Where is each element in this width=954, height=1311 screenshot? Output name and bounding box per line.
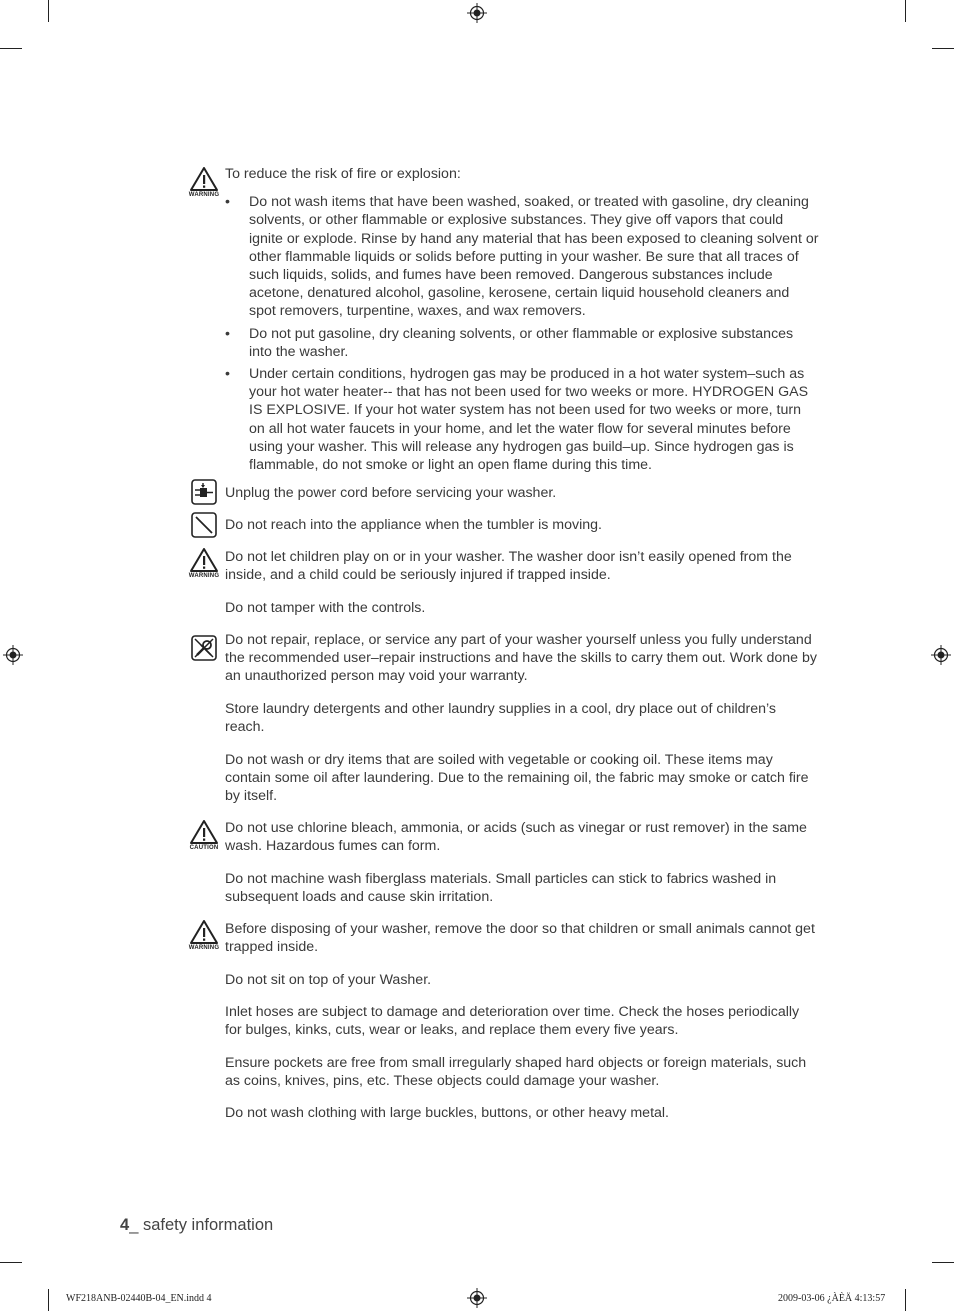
registration-mark-icon [931,645,951,665]
no-reach-text: Do not reach into the appliance when the tumbler is moving. [225,517,602,533]
crop-mark [932,48,954,49]
list-item: • Do not put gasoline, dry cleaning solvents, or other flammable or explosive substances into the washer. [225,325,794,360]
warning-icon [189,919,219,955]
repair-text: Do not repair, replace, or service any part of your washer yourself unless you fully understand the recommended user–repair instructions and have the skills to carry them out. Work done by an unauthorized person may void your warranty. [225,632,817,685]
registration-mark-icon [467,3,487,23]
print-slug-timestamp: 2009-03-06 ¿ÀÈÄ 4:13:57 [778,1293,886,1304]
unplug-icon [191,479,217,505]
bullet: • [225,366,230,383]
crop-mark [0,1262,22,1263]
registration-mark-icon [467,1288,487,1308]
fiberglass-text: Do not machine wash fiberglass materials. Small particles can stick to fabrics washed in subsequent loads and cause skin irritation. [225,871,777,906]
fire-warning-list [225,193,819,474]
bullet: • [225,325,230,342]
crop-mark [0,48,22,49]
buckles-text: Do not wash clothing with large buckles, buttons, or other heavy metal. [225,1105,669,1121]
caution-icon [189,819,219,855]
warning-label: WARNING [188,192,220,198]
warning-icon [189,547,219,583]
warning-icon [189,166,219,202]
crop-mark [905,1289,906,1311]
crop-mark [48,0,49,22]
oil-text: Do not wash or dry items that are soiled with vegetable or cooking oil. These items may contain some oil after laundering. Due to the remaining oil, the fabric may smoke or catch fire by itself. [225,752,809,805]
unplug-text: Unplug the power cord before servicing your washer. [225,485,557,501]
warning-label: WARNING [188,573,220,579]
no-disassembly-icon [191,635,217,661]
tamper-text: Do not tamper with the controls. [225,600,426,616]
list-item: • Do not wash items that have been washed, soaked, or treated with gasoline, dry cleaning solvents, or other flammable or explosive substances. They give off vapors that could ignite or explode. Rinse by hand any material that has been exposed to cleaning solvent or other flammable liquids or solids before putting in your washer. Be sure that all traces of such liquids, solids, and fumes have been removed. Dangerous substances include acetone, denatured alcohol, gasoline, kerosene, certain liquid household cleaners and spot removers, turpentine, waxes, and wax removers. [225,194,819,320]
caution-label: CAUTION [189,845,219,851]
bleach-text: Do not use chlorine bleach, ammonia, or acids (such as vinegar or rust remover) in the same wash. Hazardous fumes can form. [225,820,807,855]
hoses-text: Inlet hoses are subject to damage and deterioration over time. Check the hoses periodically for bulges, kinks, cuts, wear or leaks, and replace them every five years. [225,1004,800,1039]
sit-text: Do not sit on top of your Washer. [225,972,432,988]
list-item: • Under certain conditions, hydrogen gas may be produced in a hot water system–such as your hot water heater-- that has not been used for two weeks or more. HYDROGEN GAS IS EXPLOSIVE. If your hot water system has not been used for two weeks or more, turn on all hot water faucets in your home, and let the water flow for several minutes before using your washer. This will release any hydrogen gas build–up. Since hydrogen gas is flammable, do not smoke or light an open flame during this time. [225,366,809,474]
bullet: • [225,194,230,211]
crop-mark [932,1262,954,1263]
no-touch-icon [191,512,217,538]
pockets-text: Ensure pockets are free from small irregularly shaped hard objects or foreign materials, such as coins, knives, pins, etc. These objects could damage your washer. [225,1055,807,1090]
disposing-text: Before disposing of your washer, remove the door so that children or small animals cannot get trapped inside. [225,921,815,956]
registration-mark-icon [3,645,23,665]
section-title: _ safety information [129,1216,274,1234]
page-footer [120,1216,273,1235]
fire-warning-block [225,165,819,478]
warning-label: WARNING [188,945,220,951]
crop-mark [905,0,906,22]
store-text: Store laundry detergents and other laundry supplies in a cool, dry place out of children’s reach. [225,701,777,736]
fire-warning-intro: To reduce the risk of fire or explosion: [225,166,461,182]
children-text: Do not let children play on or in your washer. The washer door isn’t easily opened from the inside, and a child could be seriously injured if trapped inside. [225,549,792,584]
print-slug-filename: WF218ANB-02440B-04_EN.indd 4 [66,1293,212,1304]
crop-mark [48,1289,49,1311]
page-number: 4 [120,1216,130,1234]
